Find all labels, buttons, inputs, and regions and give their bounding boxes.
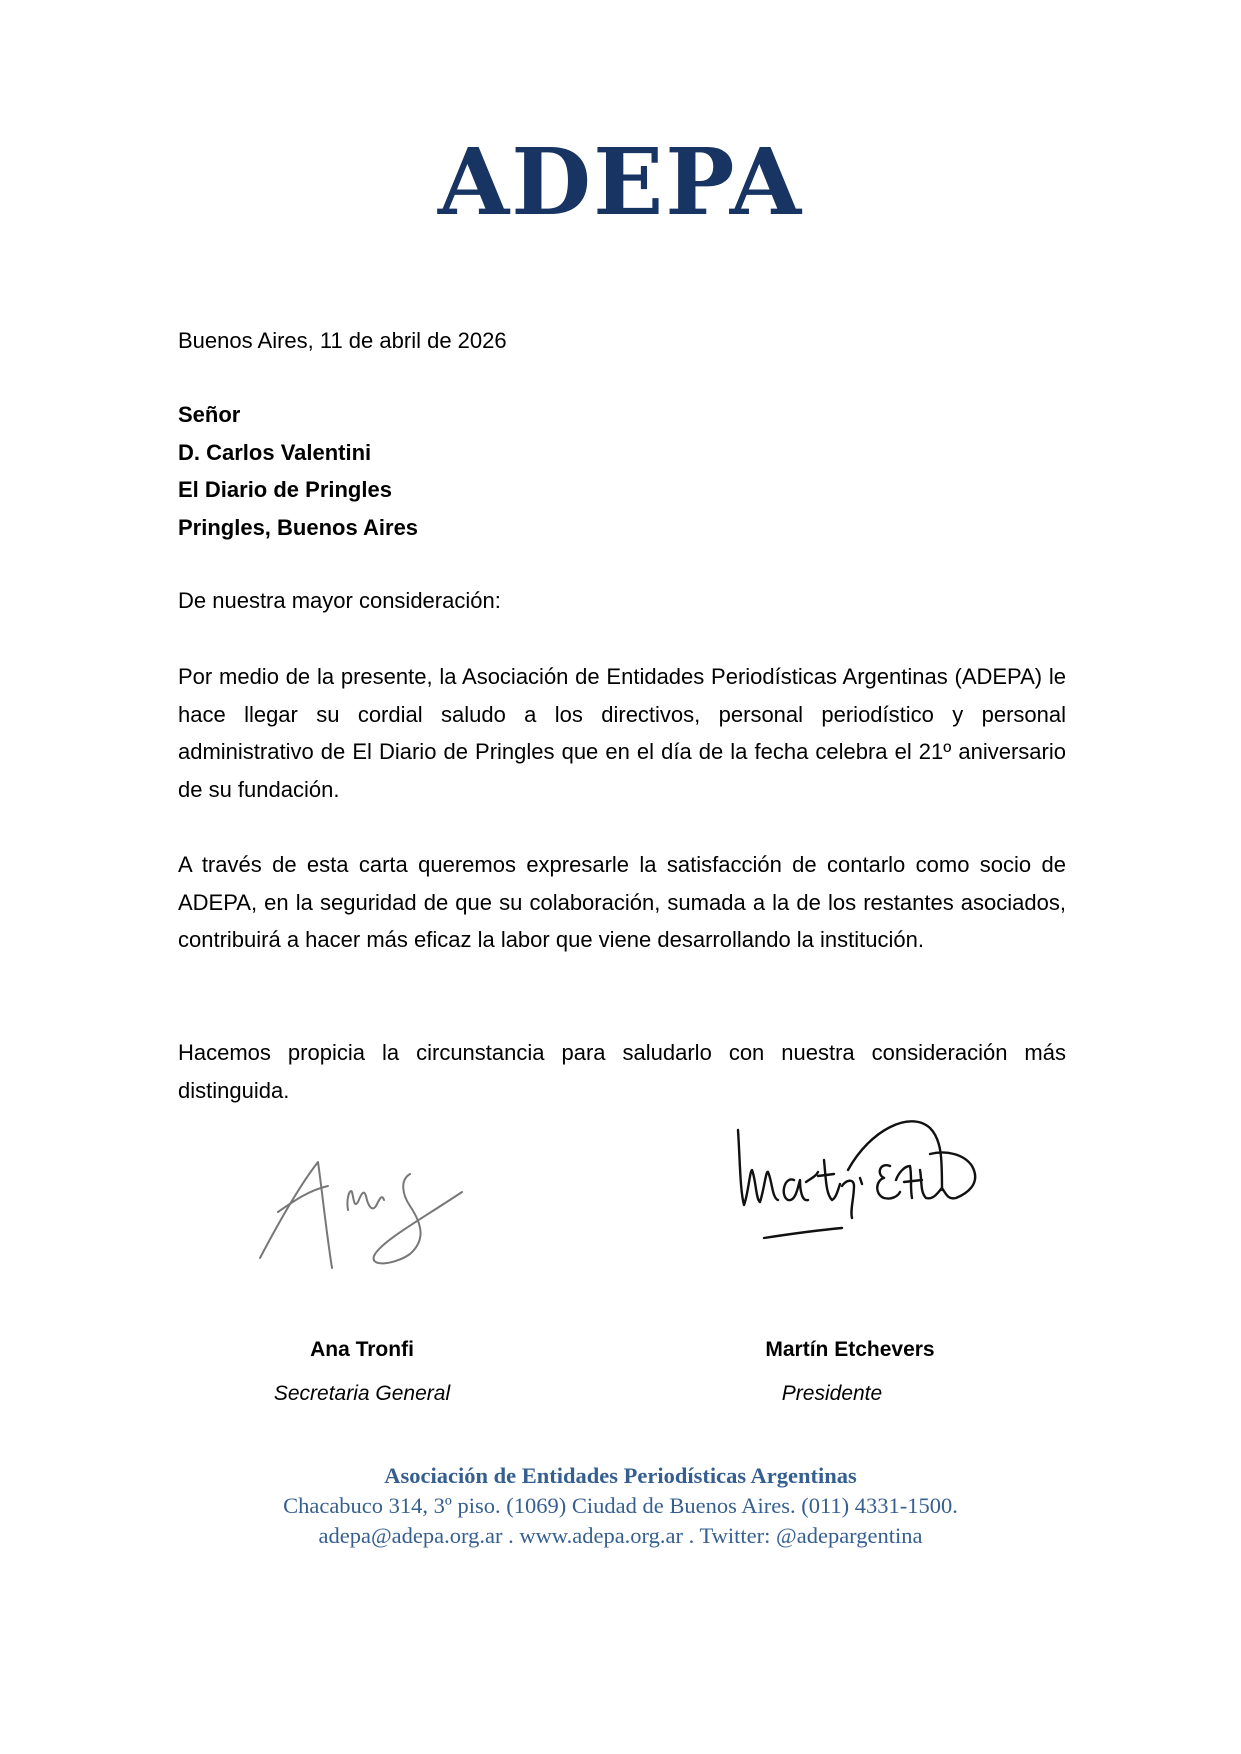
signer-role-secretaria-general: Secretaria General bbox=[273, 1382, 451, 1405]
paragraph-membership: A través de esta carta queremos expresarle la satisfacción de contarlo como socio de ADEPA, en la seguridad de que su colaboración, sumada a la de los restantes asociados, contribuirá a hacer más eficaz la labor que viene desarrollando la institución. bbox=[178, 852, 1066, 952]
recipient-location: Pringles, Buenos Aires bbox=[178, 514, 419, 540]
signer-role-presidente: Presidente bbox=[781, 1382, 883, 1405]
paragraph-greeting: Por medio de la presente, la Asociación de Entidades Periodísticas Argentinas (ADEPA) le hace llegar su cordial saludo a los directivos, personal periodístico y personal administrativo de El Diario de Pringles que en el día de la fecha celebra el 21º aniversario de su fundación. bbox=[178, 664, 1066, 802]
signature-ana-tronfi-icon bbox=[250, 1150, 480, 1285]
signer-name-martin-etchevers: Martín Etchevers bbox=[765, 1338, 935, 1361]
footer-organization-name: Asociación de Entidades Periodísticas Argentinas bbox=[384, 1463, 857, 1488]
salutation: De nuestra mayor consideración: bbox=[178, 588, 501, 613]
recipient-title: Señor bbox=[178, 402, 241, 427]
paragraph-closing: Hacemos propicia la circunstancia para saludarlo con nuestra consideración más distinguida. bbox=[178, 1040, 1066, 1103]
signer-name-ana-tronfi: Ana Tronfi bbox=[310, 1338, 414, 1361]
footer-contact: adepa@adepa.org.ar . www.adepa.org.ar . Twitter: @adepargentina bbox=[318, 1523, 923, 1548]
signature-martin-etchevers-icon bbox=[720, 1110, 1000, 1250]
adepa-logo: ADEPA bbox=[437, 128, 804, 236]
recipient-organization: El Diario de Pringles bbox=[178, 477, 392, 502]
recipient-name: D. Carlos Valentini bbox=[178, 439, 372, 465]
footer-address: Chacabuco 314, 3º piso. (1069) Ciudad de Buenos Aires. (011) 4331-1500. bbox=[283, 1493, 958, 1518]
date-line: Buenos Aires, 11 de abril de 2026 bbox=[178, 328, 507, 353]
recipient-block bbox=[178, 396, 1066, 546]
